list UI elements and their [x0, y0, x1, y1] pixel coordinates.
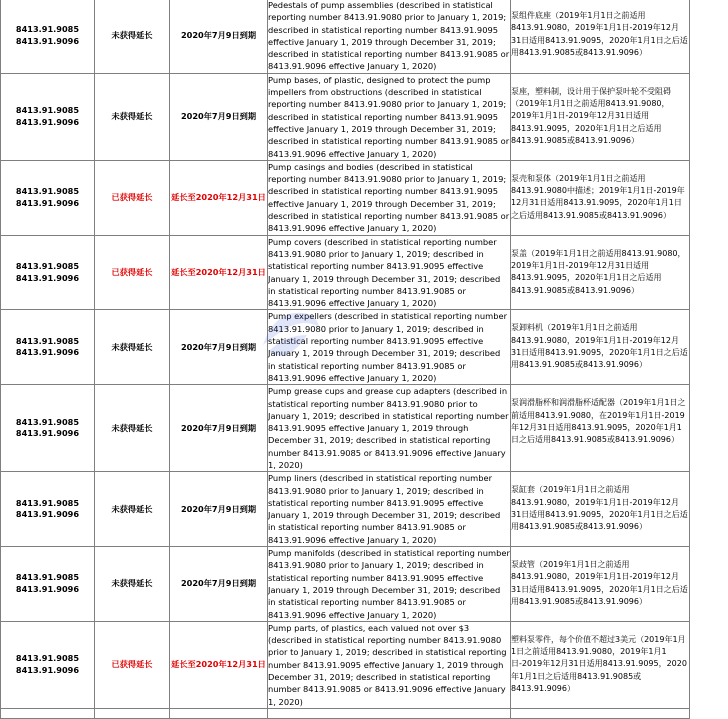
- hts-code: 8413.91.9096: [15, 664, 80, 675]
- hts-code: 8413.91.9096: [15, 272, 80, 283]
- description-zh-cell: [511, 547, 690, 622]
- extension-status: 未获得延长: [95, 73, 170, 160]
- description-zh: 泵歧管（2019年1月1日之前适用8413.91.9080，2019年1月1日-2019年12月31日适用8413.91.9095，2020年1月1日之后适用8413.91.9085或8413.91.9096）: [511, 560, 688, 606]
- description-zh-cell: [511, 0, 690, 73]
- hts-code-cell: [1, 310, 95, 385]
- description-zh: 泵缸套（2019年1月1日之前适用8413.91.9080，2019年1月1日-2019年12月31日适用8413.91.9095，2020年1月1日之后适用8413.91.9085或8413.91.9096）: [511, 485, 688, 532]
- hts-code-cell: [1, 73, 95, 160]
- description-zh-cell: [511, 621, 690, 708]
- hts-code-cell: [1, 160, 95, 235]
- hts-code: 8413.91.9085: [15, 653, 80, 664]
- table-row: [1, 235, 690, 310]
- extension-status: 已获得延长: [95, 235, 170, 310]
- extension-status: 未获得延长: [95, 472, 170, 547]
- description-zh-cell: [511, 73, 690, 160]
- extension-status: 已获得延长: [95, 621, 170, 708]
- empty-cell: [1, 708, 95, 718]
- hts-code: 8413.91.9096: [15, 197, 80, 208]
- hts-code: 8413.91.9085: [15, 572, 80, 583]
- expiry-date: 2020年7月9日到期: [170, 0, 268, 73]
- expiry-date: 延长至2020年12月31日: [170, 621, 268, 708]
- expiry-date: 2020年7月9日到期: [170, 73, 268, 160]
- hts-code-cell: [1, 385, 95, 472]
- description-en: Pump expellers (described in statistical reporting number 8413.91.9080 prior to January 1, 2019; described in statistical reporting number 8413.91.9095 effective January 1, 2019 through December 31, 2019; described in statistical reporting number 8413.91.9085 or 8413.91.9096 effective January 1, 2020): [268, 310, 511, 385]
- hts-code: 8413.91.9085: [15, 186, 80, 197]
- hts-code: 8413.91.9085: [15, 105, 80, 116]
- hts-code: 8413.91.9085: [15, 416, 80, 427]
- extension-status: 未获得延长: [95, 310, 170, 385]
- description-en: Pump covers (described in statistical reporting number 8413.91.9080 prior to January 1, 2019; described in statistical reporting number 8413.91.9095 effective January 1, 2019 through December 31, 2019; described in statistical reporting number 8413.91.9085 or 8413.91.9096 effective January 1, 2020): [268, 235, 511, 310]
- table-row: [1, 385, 690, 472]
- description-en: Pump casings and bodies (described in statistical reporting number 8413.91.9080 prior to January 1, 2019; described in statistical reporting number 8413.91.9095 effective January 1, 2019 through December 31, 2019; described in statistical reporting number 8413.91.9085 or 8413.91.9096 effective January 1, 2020): [268, 161, 510, 234]
- extension-status: 已获得延长: [95, 160, 170, 235]
- hts-code: 8413.91.9096: [15, 583, 80, 594]
- hts-code: 8413.91.9085: [15, 497, 80, 508]
- extension-status: 未获得延长: [95, 547, 170, 622]
- description-zh: 泵壳和泵体（2019年1月1日之前适用8413.91.9080中描述；2019年1月1日-2019年12月31日适用8413.91.9095，2020年1月1日之后适用8413.91.9085或8413.91.9096）: [511, 173, 685, 220]
- extension-status: 未获得延长: [95, 0, 170, 73]
- description-zh: 泵盖（2019年1月1日之前适用8413.91.9080，2019年1月1日-2019年12月31日适用8413.91.9095，2020年1月1日之后适用8413.91.9085或8413.91.9096）: [511, 248, 686, 295]
- description-en: Pump grease cups and grease cup adapters (described in statistical reporting number 8413.91.9080 prior to January 1, 2019; described in statistical reporting number 8413.91.9095 effective January 1, 2019 through December 31, 2019; described in statistical reporting number 8413.91.9085 or 8413.91.9096 effective January 1, 2020): [268, 386, 509, 470]
- table-row: [1, 472, 690, 547]
- description-en: Pump liners (described in statistical reporting number 8413.91.9080 prior to January 1, 2019; described in statistical reporting number 8413.91.9095 effective January 1, 2019 through December 31, 2019; described in statistical reporting number 8413.91.9085 or 8413.91.9096 effective January 1, 2020): [268, 472, 511, 547]
- description-zh-cell: [511, 310, 690, 385]
- description-en: Pedestals of pump assemblies (described in statistical reporting number 8413.91.9080 prior to January 1, 2019; described in statistical reporting number 8413.91.9095 effective January 1, 2019 through December 31, 2019; described in statistical reporting number 8413.91.9085 or 8413.91.9096 effective January 1, 2020): [268, 0, 510, 72]
- empty-cell: [170, 708, 268, 718]
- empty-cell: [268, 708, 511, 718]
- expiry-date: 2020年7月9日到期: [170, 547, 268, 622]
- hts-code: 8413.91.9096: [15, 509, 80, 520]
- description-en: Pump bases, of plastic, designed to protect the pump impellers from obstructions (described in statistical reporting number 8413.91.9080 prior to January 1, 2019; described in statistical reporting number 8413.91.9095 effective January 1, 2019 through December 31, 2019; described in statistical reporting number 8413.91.9085 or 8413.91.9096 effective January 1, 2020): [268, 74, 510, 159]
- expiry-date: 延长至2020年12月31日: [170, 235, 268, 310]
- hts-code: 8413.91.9096: [15, 116, 80, 127]
- table-row: [1, 547, 690, 622]
- description-en: Pump parts, of plastics, each valued not over $3 (described in statistical reporting number 8413.91.9080 prior to January 1, 2019; described in statistical reporting number 8413.91.9095 effective January 1, 2019 through December 31, 2019; described in statistical reporting number 8413.91.9085 or 8413.91.9096 effective January 1, 2020): [268, 621, 511, 708]
- table-row: [1, 708, 690, 718]
- hts-code: 8413.91.9085: [15, 261, 80, 272]
- hts-code: 8413.91.9096: [15, 428, 80, 439]
- hts-code-cell: [1, 235, 95, 310]
- table-row: [1, 160, 690, 235]
- expiry-date: 2020年7月9日到期: [170, 472, 268, 547]
- description-zh: 泵座，塑料制，设计用于保护泵叶轮不受阻碍（2019年1月1日之前适用8413.91.9080，2019年1月1日-2019年12月31日适用8413.91.9095，2020年1月1日之后适用8413.91.9085或8413.91.9096）: [511, 86, 671, 145]
- description-zh: 泵组件底座（2019年1月1日之前适用8413.91.9080，2019年1月1日-2019年12月31日适用8413.91.9095，2020年1月1日之后适用8413.91.9085或8413.91.9096）: [511, 11, 688, 57]
- description-zh-cell: [511, 385, 690, 472]
- expiry-date: 2020年7月9日到期: [170, 310, 268, 385]
- expiry-date: 2020年7月9日到期: [170, 385, 268, 472]
- description-zh-cell: [511, 235, 690, 310]
- empty-cell: [511, 708, 690, 718]
- hts-code-cell: [1, 472, 95, 547]
- description-zh: 泵卸料机（2019年1月1日之前适用8413.91.9080，2019年1月1日-2019年12月31日适用8413.91.9095，2020年1月1日之后适用8413.91.9085或8413.91.9096）: [511, 323, 688, 370]
- empty-cell: [95, 708, 170, 718]
- description-zh-cell: [511, 472, 690, 547]
- extension-status: 未获得延长: [95, 385, 170, 472]
- hts-code: 8413.91.9096: [15, 35, 80, 46]
- hts-code: 8413.91.9085: [15, 24, 80, 35]
- description-zh: 泵润滑脂杯和润滑脂杯适配器（2019年1月1日之前适用8413.91.9080，在2019年1月1日-2019年12月31日适用8413.91.9095，2020年1月1日之后适用8413.91.9085或8413.91.9096）: [511, 398, 686, 445]
- description-zh: 塑料泵零件，每个价值不超过3美元（2019年1月1日之前适用8413.91.9080，2019年1月1日-2019年12月31日适用8413.91.9095，2020年1月1日之后适用8413.91.9085或8413.91.9096）: [511, 634, 687, 694]
- expiry-date: 延长至2020年12月31日: [170, 160, 268, 235]
- hts-code-cell: [1, 547, 95, 622]
- hts-code-cell: [1, 0, 95, 73]
- hts-code: 8413.91.9085: [15, 335, 80, 346]
- hts-code: 8413.91.9096: [15, 347, 80, 358]
- table-row: [1, 0, 690, 73]
- table-row: [1, 621, 690, 708]
- table-row: [1, 73, 690, 160]
- description-zh-cell: [511, 160, 690, 235]
- hts-code-cell: [1, 621, 95, 708]
- description-en: Pump manifolds (described in statistical reporting number 8413.91.9080 prior to January 1, 2019; described in statistical reporting number 8413.91.9095 effective January 1, 2019 through December 31, 2019; described in statistical reporting number 8413.91.9085 or 8413.91.9096 effective January 1, 2020): [268, 548, 510, 620]
- table-row: [1, 310, 690, 385]
